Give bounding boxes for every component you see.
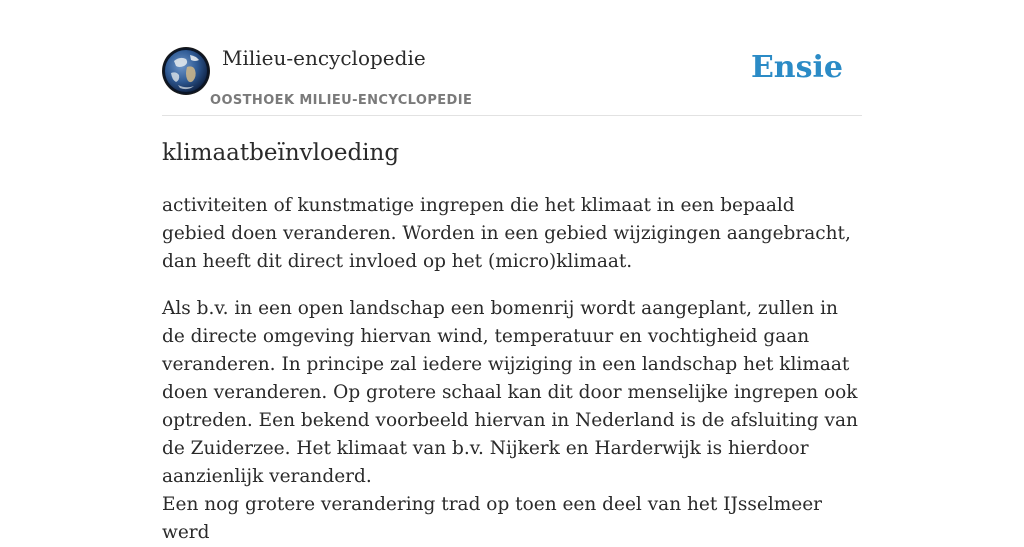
site-header bbox=[162, 0, 862, 116]
article-paragraph-2: Als b.v. in een open landschap een bomenrij wordt aangeplant, zullen in de directe omgeving hiervan wind, temperatuur en vochtigheid gaan veranderen. In principe zal iedere wijziging in een landschap het klimaat doen veranderen. Op grotere schaal kan dit door menselijke ingrepen ook optreden. Een bekend voorbeeld hiervan in Nederland is de afsluiting van de Zuiderzee. Het klimaat van b.v. Nijkerk en Harderwijk is hierdoor aanzienlijk veranderd. bbox=[162, 298, 858, 487]
earth-globe-icon[interactable] bbox=[162, 47, 210, 95]
article-paragraph-3: Een nog grotere verandering trad op toen een deel van het IJsselmeer werd bbox=[162, 494, 823, 543]
article-paragraph-1: activiteiten of kunstmatige ingrepen die het klimaat in een bepaald gebied doen veranderen. Worden in een gebied wijzigingen aangebracht, dan heeft dit direct invloed op het (micro)klimaat. bbox=[162, 195, 851, 272]
site-subtitle[interactable]: OOSTHOEK MILIEU-ENCYCLOPEDIE bbox=[210, 93, 473, 108]
article-term: klimaatbeïnvloeding bbox=[162, 140, 400, 166]
page-container bbox=[162, 0, 862, 543]
site-title[interactable]: Milieu-encyclopedie bbox=[222, 46, 426, 70]
brand-logo[interactable]: Ensie bbox=[750, 50, 843, 85]
